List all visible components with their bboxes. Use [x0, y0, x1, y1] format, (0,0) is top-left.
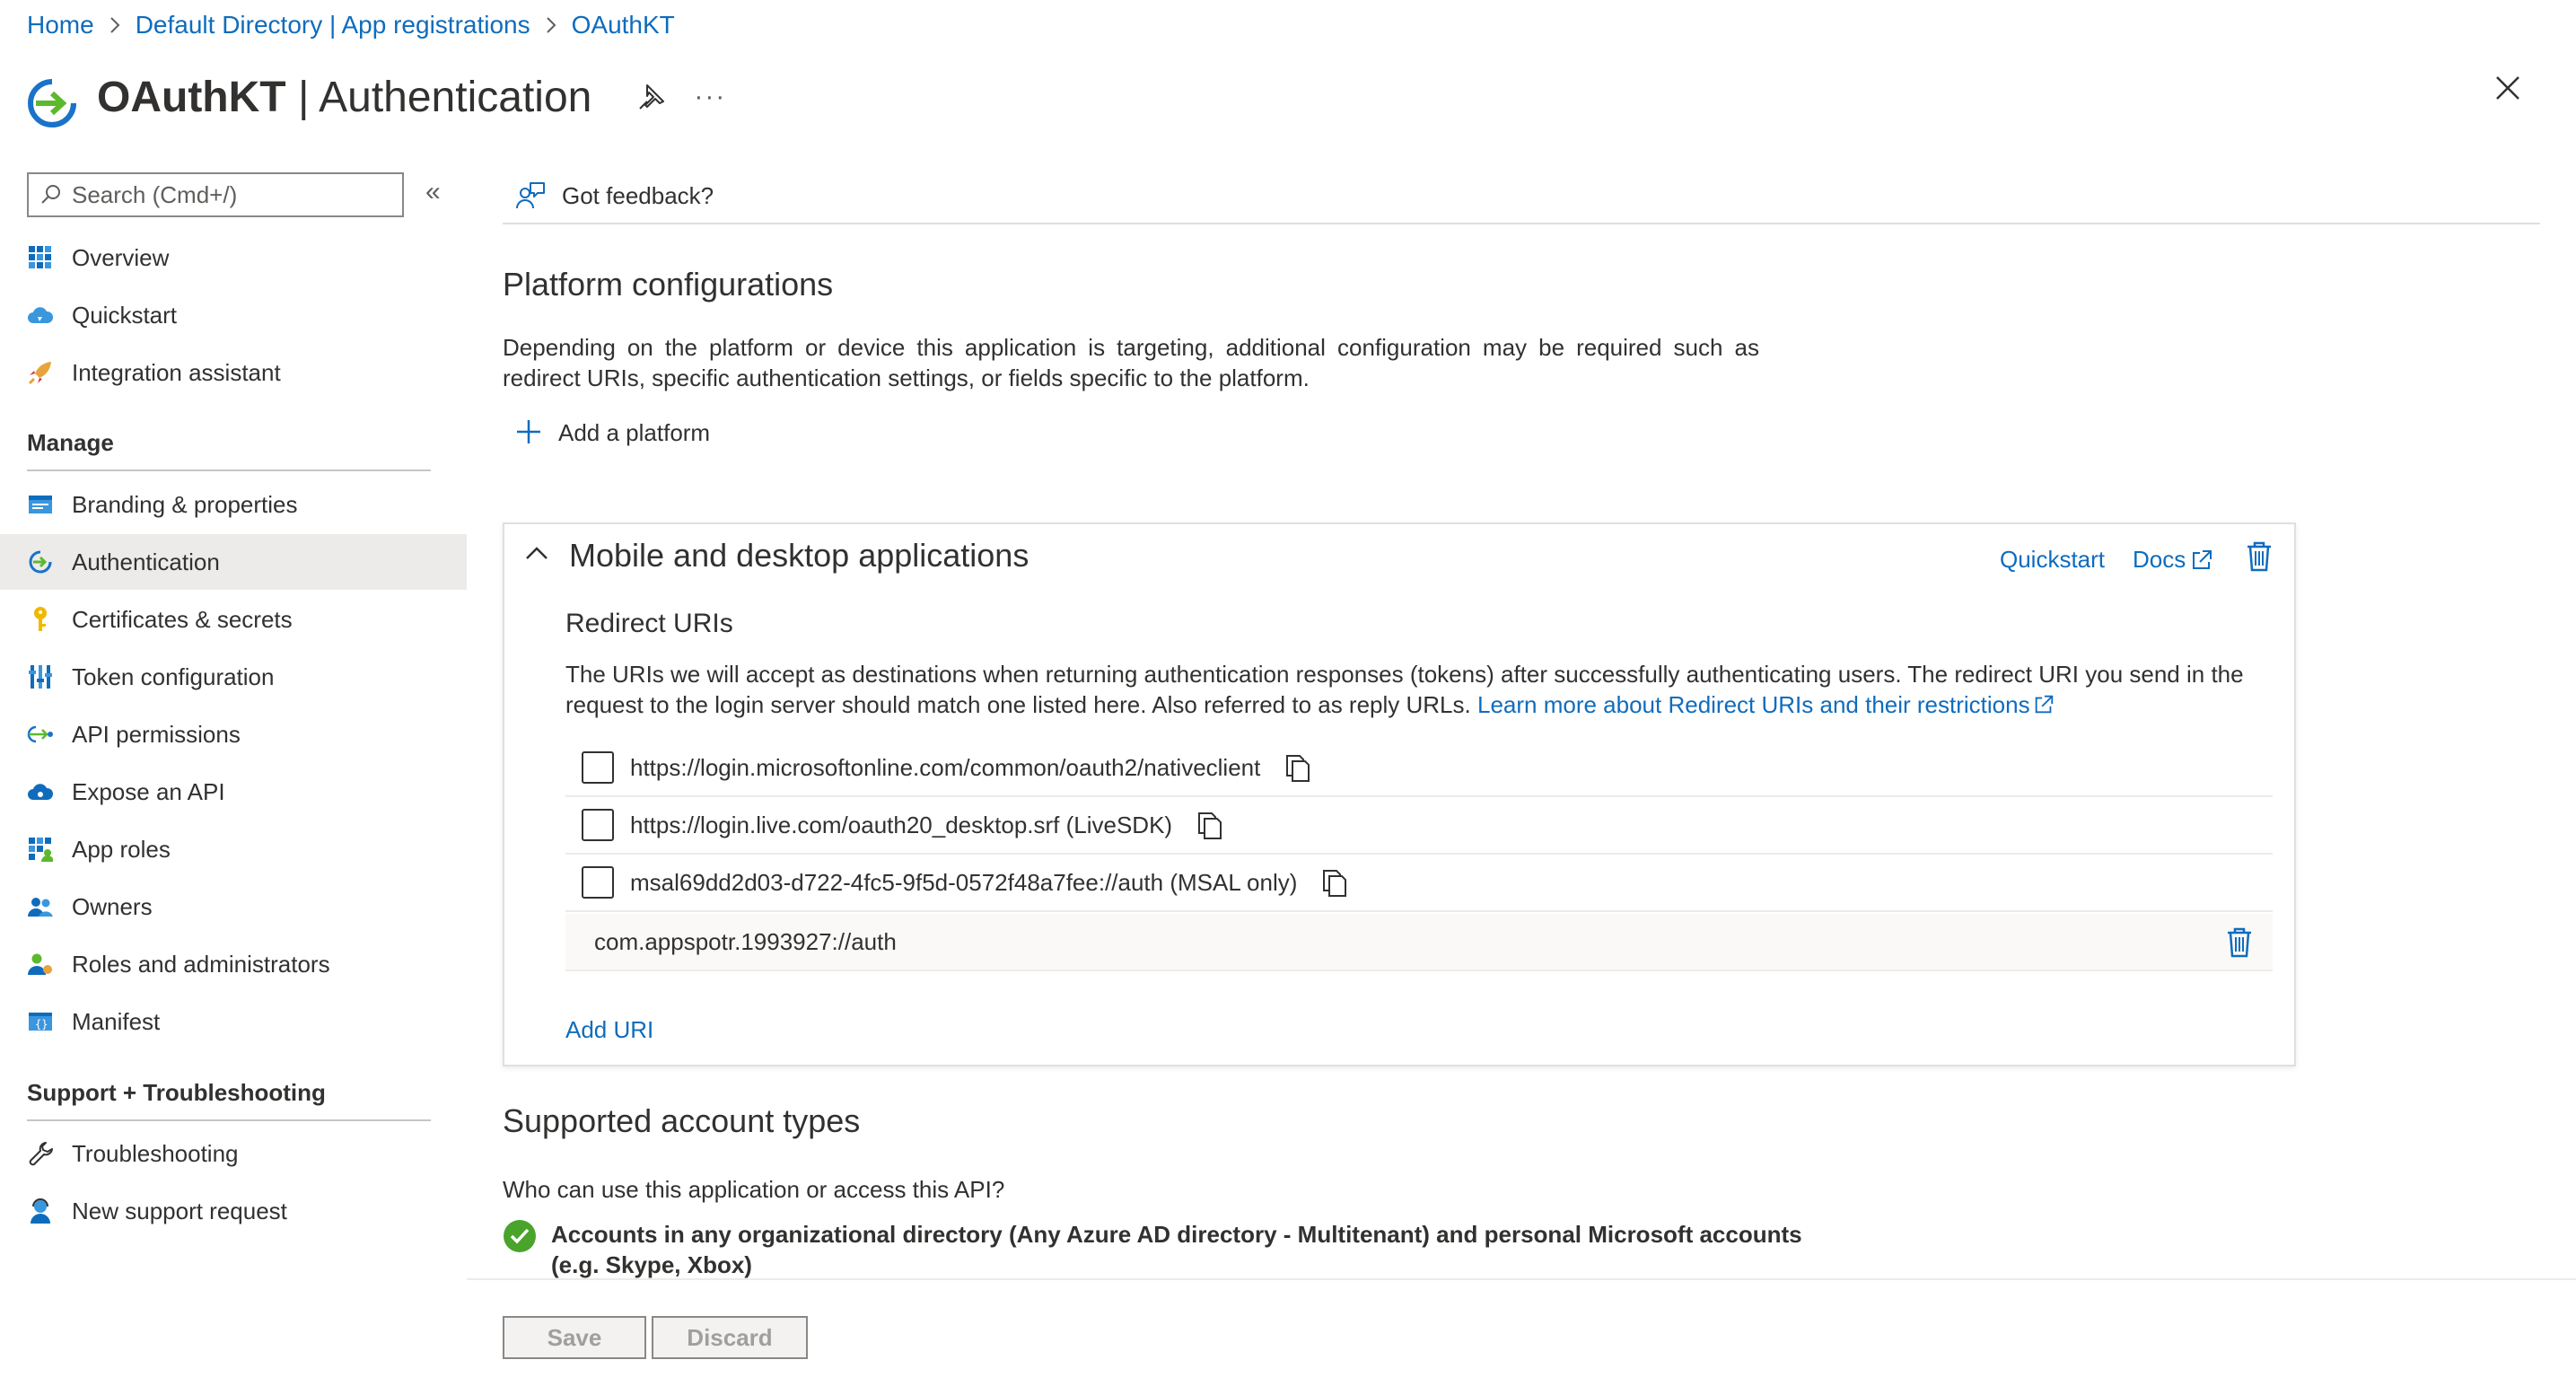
close-icon[interactable] — [2492, 72, 2524, 104]
sidebar-section-support: Support + Troubleshooting — [27, 1079, 431, 1121]
chevron-up-icon[interactable] — [524, 544, 549, 562]
quickstart-link[interactable]: Quickstart — [2000, 546, 2106, 573]
support-icon — [27, 1198, 54, 1224]
manifest-icon — [27, 1008, 54, 1035]
sidebar-item-new-support-request[interactable]: New support request — [0, 1183, 467, 1239]
learn-more-link[interactable]: Learn more about Redirect URIs and their restrictions — [1476, 691, 2030, 718]
sidebar-item-quickstart[interactable]: Quickstart — [0, 287, 467, 343]
sidebar-section-manage: Manage — [27, 429, 431, 471]
collapse-sidebar-icon[interactable]: « — [425, 177, 441, 206]
app-roles-icon — [27, 836, 54, 863]
platform-configurations-title: Platform configurations — [503, 266, 834, 303]
authentication-icon — [25, 76, 79, 130]
breadcrumb-home[interactable]: Home — [27, 11, 94, 39]
redirect-uri-row: https://login.microsoftonline.com/common/oauth2/nativeclient — [565, 740, 2273, 797]
cloud-icon — [27, 302, 54, 329]
delete-uri-icon[interactable] — [2226, 926, 2253, 959]
sidebar-item-expose-an-api[interactable]: Expose an API — [0, 764, 467, 820]
sidebar-item-manifest[interactable]: {} Manifest — [0, 994, 467, 1049]
chevron-right-icon — [109, 15, 121, 35]
account-types-question: Who can use this application or access this API? — [503, 1176, 1005, 1203]
external-link-icon — [2189, 548, 2214, 573]
add-platform-button[interactable]: Add a platform — [515, 418, 710, 447]
more-icon[interactable]: ··· — [694, 82, 727, 111]
sidebar-item-overview[interactable]: Overview — [0, 230, 467, 285]
feedback-button[interactable]: Got feedback? — [503, 169, 2540, 224]
roles-icon — [27, 951, 54, 978]
chevron-right-icon — [545, 15, 557, 35]
owners-icon — [27, 893, 54, 920]
token-icon — [27, 663, 54, 690]
redirect-uris-description: The URIs we will accept as destinations when returning authentication responses (tokens) after successfully authenticating users. The redirect URI you send in the request to the login server should match one listed here. Also referred to as reply URLs. Learn more about Redirect URIs and their restrictions — [565, 661, 2244, 718]
delete-platform-icon[interactable] — [2246, 540, 2273, 573]
sidebar-item-certificates[interactable]: Certificates & secrets — [0, 592, 467, 647]
page-header — [25, 61, 726, 133]
card-title: Mobile and desktop applications — [569, 537, 1030, 574]
search-icon — [39, 183, 63, 206]
external-link-icon — [2032, 693, 2055, 716]
api-permissions-icon — [27, 721, 54, 748]
pin-icon[interactable] — [636, 82, 667, 112]
docs-link[interactable]: Docs — [2133, 546, 2214, 574]
grid-icon — [27, 244, 54, 271]
copy-icon[interactable] — [1320, 867, 1349, 898]
redirect-uris-title: Redirect URIs — [565, 609, 733, 638]
check-circle-icon — [503, 1219, 537, 1253]
branding-icon — [27, 491, 54, 518]
sidebar-item-app-roles[interactable]: App roles — [0, 821, 467, 877]
wrench-icon — [27, 1140, 54, 1167]
custom-uri-input[interactable]: com.appspotr.1993927://auth — [565, 914, 2273, 971]
platform-card-mobile-desktop — [503, 522, 2296, 1066]
uri-checkbox[interactable] — [582, 809, 614, 841]
rocket-icon — [27, 359, 54, 386]
sidebar-item-branding[interactable]: Branding & properties — [0, 477, 467, 532]
sidebar-item-integration-assistant[interactable]: Integration assistant — [0, 345, 467, 400]
redirect-uri-row: msal69dd2d03-d722-4fc5-9f5d-0572f48a7fee://auth (MSAL only) — [565, 855, 2273, 912]
sidebar-item-token-configuration[interactable]: Token configuration — [0, 649, 467, 705]
sidebar-item-owners[interactable]: Owners — [0, 879, 467, 934]
supported-account-types-title: Supported account types — [503, 1102, 861, 1139]
copy-icon[interactable] — [1284, 752, 1312, 783]
copy-icon[interactable] — [1196, 810, 1224, 840]
footer-divider — [467, 1278, 2576, 1280]
selected-account-type: Accounts in any organizational directory (Any Azure AD directory - Multitenant) and personal Microsoft accounts (e.g. Skype, Xbox) — [503, 1219, 1808, 1280]
add-uri-link[interactable]: Add URI — [565, 1016, 654, 1043]
breadcrumb — [27, 11, 675, 39]
breadcrumb-app-registrations[interactable]: Default Directory | App registrations — [135, 11, 530, 39]
breadcrumb-app[interactable]: OAuthKT — [571, 11, 675, 39]
redirect-uri-row: https://login.live.com/oauth20_desktop.srf (LiveSDK) — [565, 797, 2273, 855]
save-button[interactable]: Save — [503, 1316, 646, 1359]
uri-checkbox[interactable] — [582, 751, 614, 784]
feedback-icon — [515, 180, 546, 211]
search-input[interactable]: Search (Cmd+/) — [27, 172, 404, 217]
sidebar-item-roles-admins[interactable]: Roles and administrators — [0, 936, 467, 992]
sidebar-item-api-permissions[interactable]: API permissions — [0, 706, 467, 762]
uri-checkbox[interactable] — [582, 866, 614, 899]
platform-description: Depending on the platform or device this application is targeting, additional configuration may be required such as redirect URIs, specific authentication settings, or fields specific to the platform. — [503, 334, 1759, 391]
key-icon — [27, 606, 54, 633]
sidebar-item-authentication[interactable]: Authentication — [0, 534, 467, 590]
authentication-icon — [27, 548, 54, 575]
page-title: OAuthKT | Authentication — [97, 73, 592, 121]
discard-button[interactable]: Discard — [652, 1316, 808, 1359]
sidebar-item-troubleshooting[interactable]: Troubleshooting — [0, 1126, 467, 1181]
cloud-api-icon — [27, 778, 54, 805]
plus-icon — [515, 418, 542, 447]
svg-text:{}: {} — [35, 1018, 48, 1031]
